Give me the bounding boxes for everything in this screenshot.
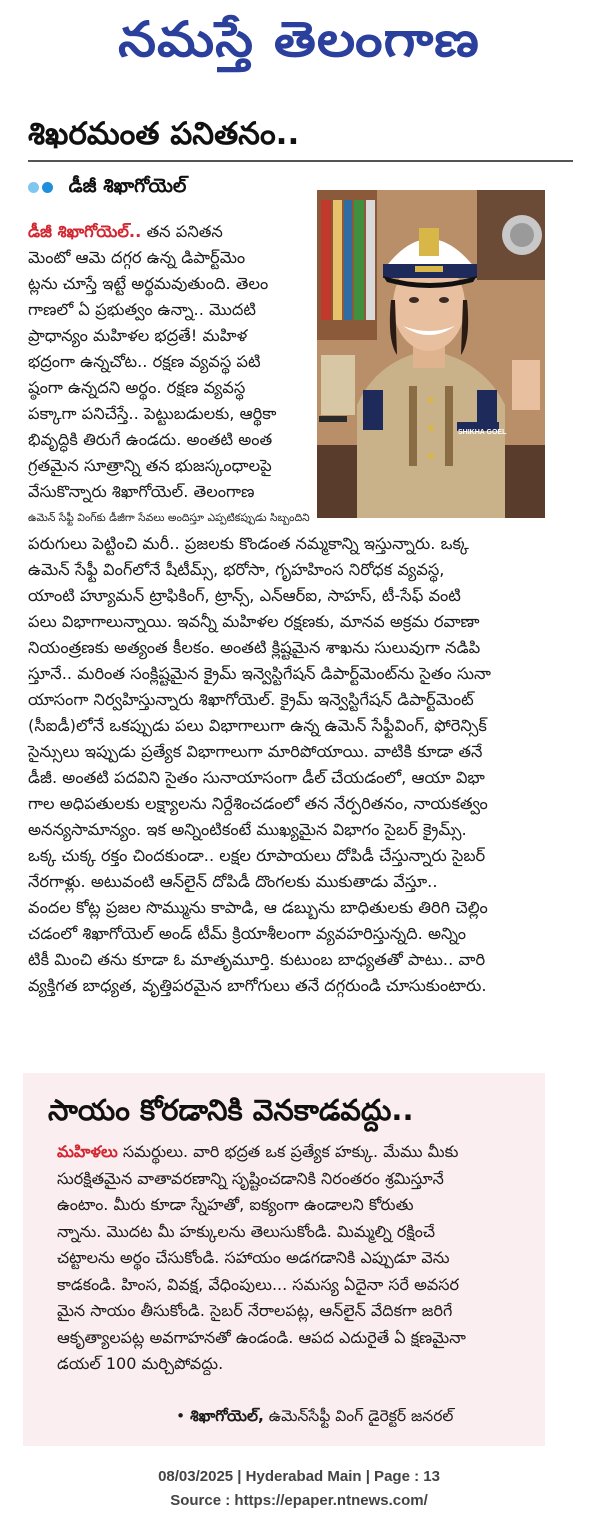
signature [176,1404,453,1428]
box-line-text: సమర్థులు. వారి భద్రత ఒక ప్రత్యేక హక్కు. మేము మీకు [117,1142,459,1161]
article-line: ఉమెన్ సేఫ్టీ వింగ్‌కు డీజీగా సేవలు అందిస్తూ ఎప్పటికప్పుడు సిబ్బందిని [28,511,310,524]
name-badge: SHIKHA GOEL [458,429,507,436]
box-line: ఉంటాం. మీరు కూడా స్నేహతో, ఐక్యంగా ఉండాలని కోరుతు [57,1195,414,1214]
article-line: చడంలో శిఖాగోయెల్ అండ్ టీమ్ క్రియాశీలంగా వ్యవహరిస్తున్నది. అన్నిం [28,924,466,943]
article-line: గ్రతమైన సూత్రాన్ని తన భుజస్కంధాలపై [28,456,272,475]
signature-title: ఉమెన్‌సేఫ్టీ వింగ్ డైరెక్టర్ జనరల్ [263,1407,454,1425]
article-line: భద్రంగా ఉన్నచోట.. రక్షణ వ్యవస్థ పటి [28,352,261,371]
article-line: ఉమెన్ సేఫ్టీ వింగ్‌లోనే షీటీమ్స్, భరోసా, గృహహింస నిరోధక వ్యవస్థ, [28,560,445,579]
article-line: సైన్సులు ఇప్పుడు ప్రత్యేక విభాగాలుగా మారిపోయాయి. వాటికి కూడా తనే [28,742,483,761]
article-line: డీజీ. అంతటి పదవిని సైతం సునాయాసంగా డీల్ చేయడంలో, ఆయా విభా [28,768,485,787]
article-line: పలు విభాగాలున్నాయి. ఇవన్నీ మహిళల రక్షణకు, మానవ అక్రమ రవాణా [28,612,480,631]
box-line [57,1139,458,1166]
byline-text: డీజీ శిఖాగోయెల్ [68,175,187,197]
box-headline: సాయం కోరడానికి వెనకాడవద్దు.. [48,1093,414,1127]
box-line: చట్టాలను అర్థం చేసుకోండి. సహాయం అడగడానికి ఎప్పుడూ వెను [57,1248,450,1267]
article-line: పరుగులు పెట్టించి మరీ.. ప్రజలకు కొండంత నమ్మకాన్ని ఇస్తున్నారు. ఒక్క [28,534,469,553]
officer-portrait-illustration [317,190,545,518]
signature-bullet: • [176,1407,186,1425]
box-line: సురక్షితమైన వాతావరణాన్ని సృష్టించడానికి నిరంతరం శ్రమిస్తూనే [57,1168,444,1188]
article-line: గాణలో ఏ ప్రభుత్వం ఉన్నా.. మొదటి [28,300,256,319]
article-line: పక్కాగా పనిచేస్తే.. పెట్టుబడులకు, ఆర్థికా [28,404,277,423]
article-line: వేసుకొన్నారు శిఖాగోయెల్. తెలంగాణ [28,482,255,501]
article-line: ప్రాధాన్యం మహిళల భద్రతే! మహిళ [28,326,248,345]
box-line: కాడకండి. హింస, వివక్ష, వేధింపులు... సమస్య ఏదైనా సరే అవసర [57,1274,460,1294]
article-line-text: తన పనితన [141,222,223,241]
article-line: యాంటి హ్యూమన్ ట్రాఫికింగ్, ట్రాన్స్, ఎన్ఆర్ఐ, సాహస్, టీ-సేఫ్ వంటి [28,586,461,605]
footer-date-edition: 08/03/2025 | Hyderabad Main | Page : 13 [158,1468,440,1485]
article-line: స్తూనే.. మరింత సంక్లిష్టమైన క్రైమ్ ఇన్వెస్టిగేషన్ డిపార్ట్‌మెంట్‌ను సైతం సునా [28,664,491,683]
article-line: వ్యక్తిగత బాధ్యత, వృత్తిపరమైన బాగోగులు తనే దగ్గరుండి చూసుకుంటారు. [28,976,487,995]
article-line: అనన్యసామాన్యం. ఇక అన్నింటికంటే ముఖ్యమైన విభాగం సైబర్ క్రైమ్స్. [28,820,467,839]
box-line: డయల్ 100 మర్చిపోవద్దు. [57,1354,224,1373]
article-byline [28,172,186,201]
article-line: మెంటో ఆమె దగ్గర ఉన్న డిపార్ట్‌మెం [28,248,246,267]
masthead [0,0,598,80]
box-lead-word: మహిళలు [57,1142,118,1161]
article-line: భివృద్ధికి తిరుగే ఉండదు. అంతటి అంత [28,430,273,449]
article-line: ఒక్క చుక్క రక్తం చిందకుండా.. లక్షల రూపాయలు దోపిడీ చేస్తున్నారు సైబర్ [28,846,486,865]
footer-source: Source : https://epaper.ntnews.com/ [170,1492,428,1509]
article-line: వందల కోట్ల ప్రజల సొమ్మును కాపాడి, ఆ డబ్బును బాధితులకు తిరిగి చెల్లిం [28,898,488,917]
bullet-dots-icon [28,173,62,201]
box-line: న్నాను. మొదట మీ హక్కులను తెలుసుకోండి. మిమ్మల్ని రక్షించే [57,1221,435,1241]
portrait-photo [317,190,545,518]
article-line [28,219,223,245]
article-line: గాల అధిపతులకు లక్ష్యాలను నిర్దేశించడంలో తన నేర్పరితనం, నాయకత్వం [28,794,488,813]
article-lead-name: డీజీ శిఖాగోయెల్.. [28,222,142,241]
signature-name: శిఖాగోయెల్, [190,1407,264,1425]
box-line: ఆకృత్యాలపట్ల అవగాహనతో ఉండండి. ఆపద ఎదురైతే ఏ క్షణమైనా [57,1327,466,1347]
article-line: ష్ఠంగా ఉన్నదని అర్థం. రక్షణ వ్యవస్థ [28,378,246,397]
article-line: యాసంగా నిర్వహిస్తున్నారు శిఖాగోయెల్. క్రైమ్ ఇన్వెస్టిగేషన్ డిపార్ట్‌మెంట్ [28,690,474,709]
article-line: నియంత్రణకు అత్యంత కీలకం. అంతటి క్లిష్టమైన శాఖను సులువుగా నడిపి [28,638,481,657]
article-line: (సీఐడీ)లోనే ఒకప్పుడు పలు విభాగాలుగా ఉన్న ఉమెన్ సేఫ్టీవింగ్, ఫోరెన్సిక్ [28,716,487,735]
article-line: టికీ మించి తను కూడా ఓ మాతృమూర్తి. కుటుంబ బాధ్యతతో పాటు.. వారి [28,950,486,969]
article-line: నేరగాళ్లు. అటువంటి ఆన్‌లైన్ దోపిడీ దొంగలకు ముకుతాడు వేస్తూ.. [28,872,438,891]
masthead-title: నమస్తే తెలంగాణ [118,11,480,68]
box-line: మైన సాయం తీసుకోండి. సైబర్ నేరాలపట్ల, ఆన్‌లైన్ వేదికగా జరిగే [57,1301,453,1320]
article-headline: శిఖరమంత పనితనం.. [28,116,300,152]
article-line: ట్లను చూస్తే ఇట్టే అర్థమవుతుంది. తెలం [28,274,269,293]
headline-divider [28,160,573,162]
